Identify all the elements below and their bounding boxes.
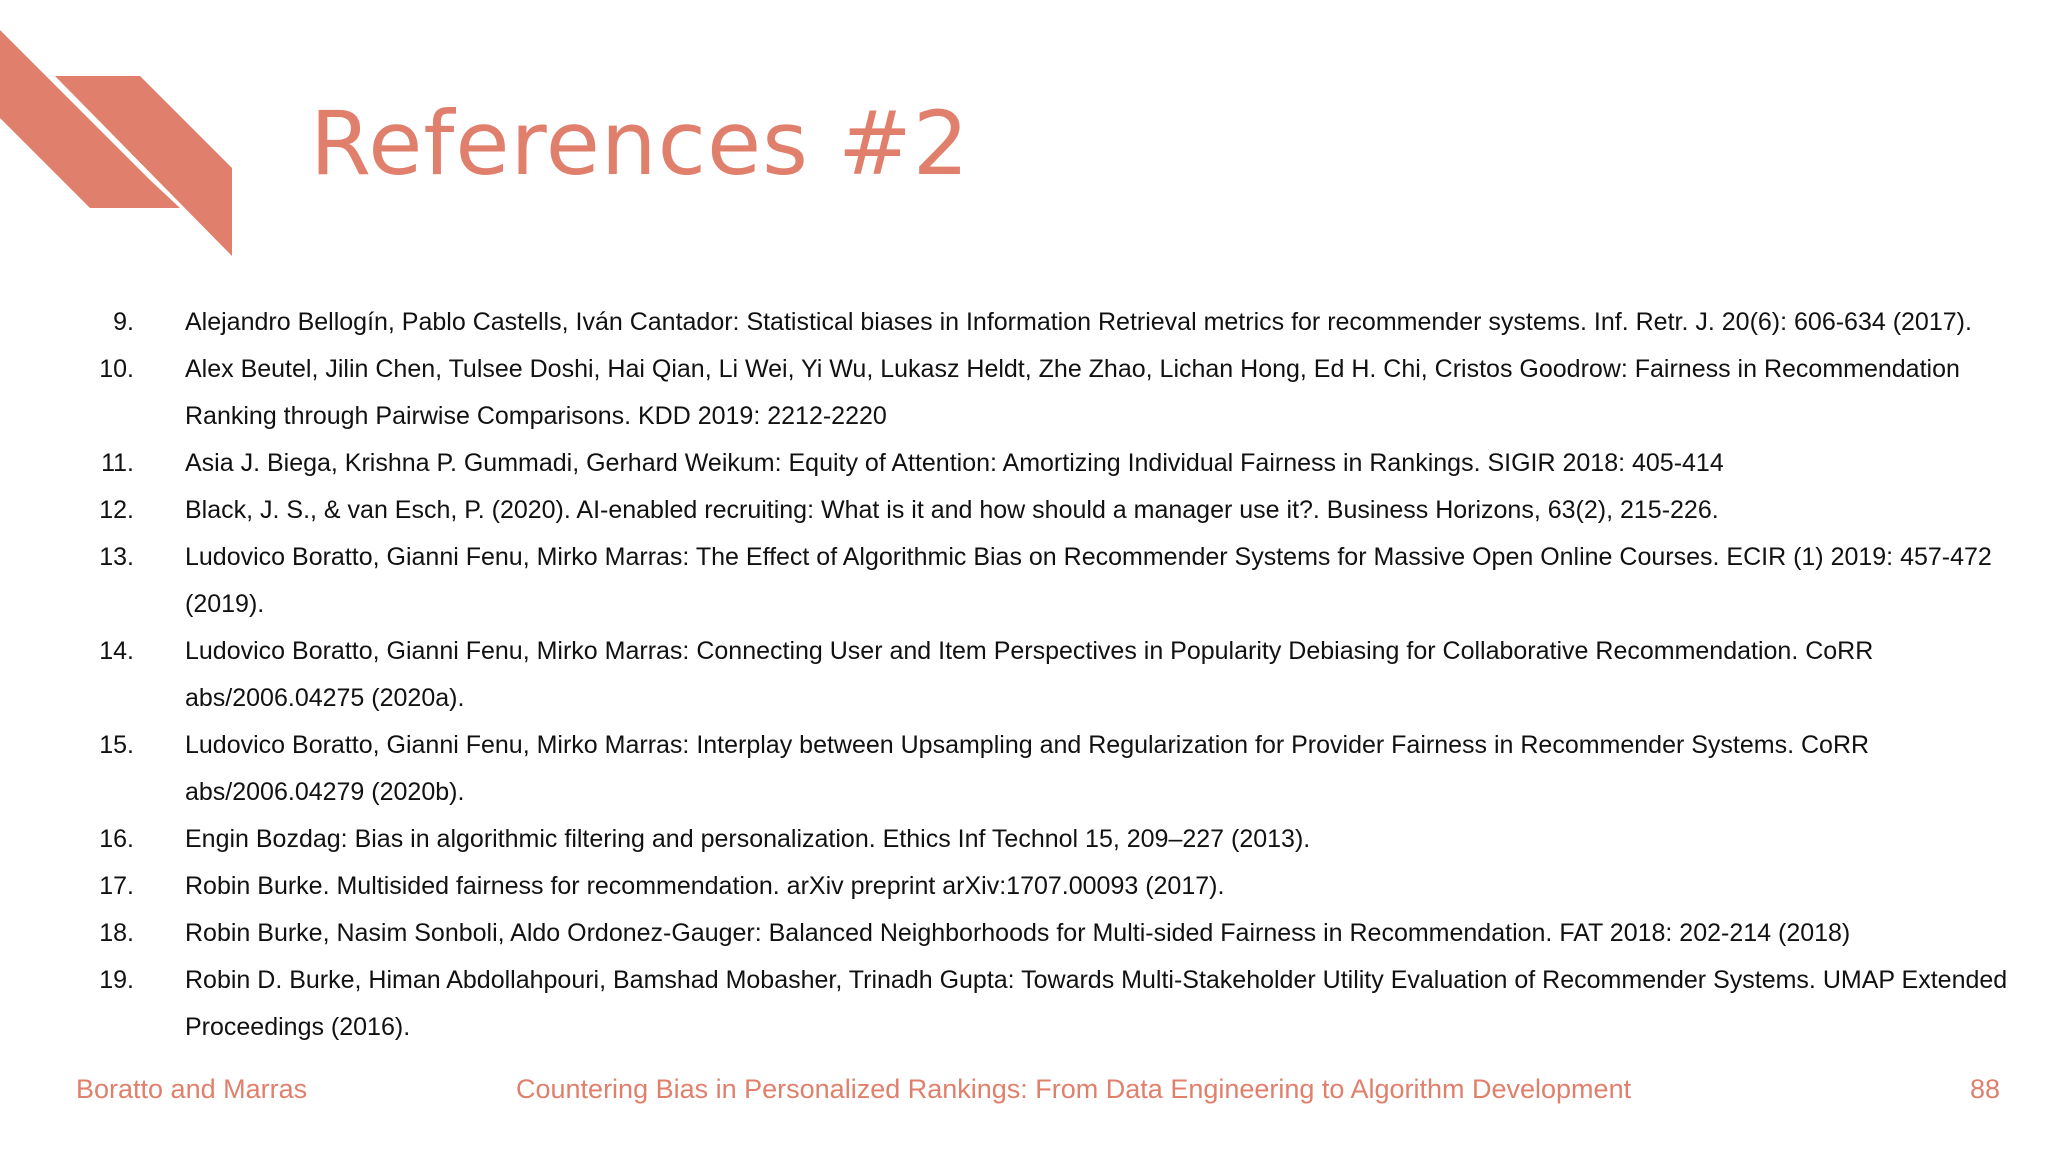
reference-item xyxy=(0,722,2048,816)
reference-text: Engin Bozdag: Bias in algorithmic filtering and personalization. Ethics Inf Technol 15, 209–227 (2013). xyxy=(185,825,1311,853)
reference-number: 19. xyxy=(99,966,134,994)
reference-number: 10. xyxy=(99,355,134,383)
reference-text: Ludovico Boratto, Gianni Fenu, Mirko Marras: Connecting User and Item Perspectives in Popularity Debiasing for Collaborative Recommendation. CoRR abs/2006.04275 (2020a). xyxy=(185,637,1874,712)
reference-text: Black, J. S., & van Esch, P. (2020). AI-enabled recruiting: What is it and how should a manager use it?. Business Horizons, 63(2), 215-226. xyxy=(185,496,1719,524)
reference-item xyxy=(0,910,2048,957)
reference-item xyxy=(0,816,2048,863)
reference-item xyxy=(0,299,2048,346)
reference-number: 12. xyxy=(99,496,134,524)
reference-item xyxy=(0,487,2048,534)
reference-number: 9. xyxy=(113,308,134,336)
reference-number: 14. xyxy=(99,637,134,665)
reference-text: Robin Burke, Nasim Sonboli, Aldo Ordonez-Gauger: Balanced Neighborhoods for Multi-sided Fairness in Recommendation. FAT 2018: 202-214 (2018) xyxy=(185,919,1851,947)
reference-number: 11. xyxy=(101,449,134,477)
footer-page-number: 88 xyxy=(1969,1074,2000,1104)
reference-item xyxy=(0,957,2048,1051)
reference-number: 18. xyxy=(99,919,134,947)
reference-text: Ludovico Boratto, Gianni Fenu, Mirko Marras: Interplay between Upsampling and Regularization for Provider Fairness in Recommender Systems. CoRR abs/2006.04279 (2020b). xyxy=(185,731,1870,806)
footer-talk-title: Countering Bias in Personalized Rankings: From Data Engineering to Algorithm Development xyxy=(516,1074,1632,1104)
reference-text: Ludovico Boratto, Gianni Fenu, Mirko Marras: The Effect of Algorithmic Bias on Recommender Systems for Massive Open Online Courses. ECIR (1) 2019: 457-472 (2019). xyxy=(185,543,1992,618)
reference-number: 13. xyxy=(99,543,134,571)
reference-number: 16. xyxy=(99,825,134,853)
decorative-stripes-graphic xyxy=(0,0,240,260)
reference-text: Robin Burke. Multisided fairness for recommendation. arXiv preprint arXiv:1707.00093 (2017). xyxy=(185,872,1225,900)
reference-item xyxy=(0,440,2048,487)
reference-number: 17. xyxy=(99,872,134,900)
reference-item xyxy=(0,346,2048,440)
reference-item xyxy=(0,863,2048,910)
reference-item xyxy=(0,534,2048,628)
reference-number: 15. xyxy=(99,731,134,759)
slide-title: References #2 xyxy=(310,92,970,195)
reference-text: Alex Beutel, Jilin Chen, Tulsee Doshi, Hai Qian, Li Wei, Yi Wu, Lukasz Heldt, Zhe Zhao, Lichan Hong, Ed H. Chi, Cristos Goodrow: Fairness in Recommendation Ranking through Pairwise Comparisons. KDD 2019: 2212-2220 xyxy=(185,355,1960,430)
footer-authors: Boratto and Marras xyxy=(76,1074,308,1104)
reference-item xyxy=(0,628,2048,722)
reference-text: Alejandro Bellogín, Pablo Castells, Iván Cantador: Statistical biases in Information Retrieval metrics for recommender systems. Inf. Retr. J. 20(6): 606-634 (2017). xyxy=(185,308,1972,336)
reference-text: Robin D. Burke, Himan Abdollahpouri, Bamshad Mobasher, Trinadh Gupta: Towards Multi-Stakeholder Utility Evaluation of Recommender Systems. UMAP Extended Proceedings (2016). xyxy=(185,966,2008,1041)
reference-text: Asia J. Biega, Krishna P. Gummadi, Gerhard Weikum: Equity of Attention: Amortizing Individual Fairness in Rankings. SIGIR 2018: 405-414 xyxy=(185,449,1724,477)
reference-list xyxy=(0,299,2048,1051)
